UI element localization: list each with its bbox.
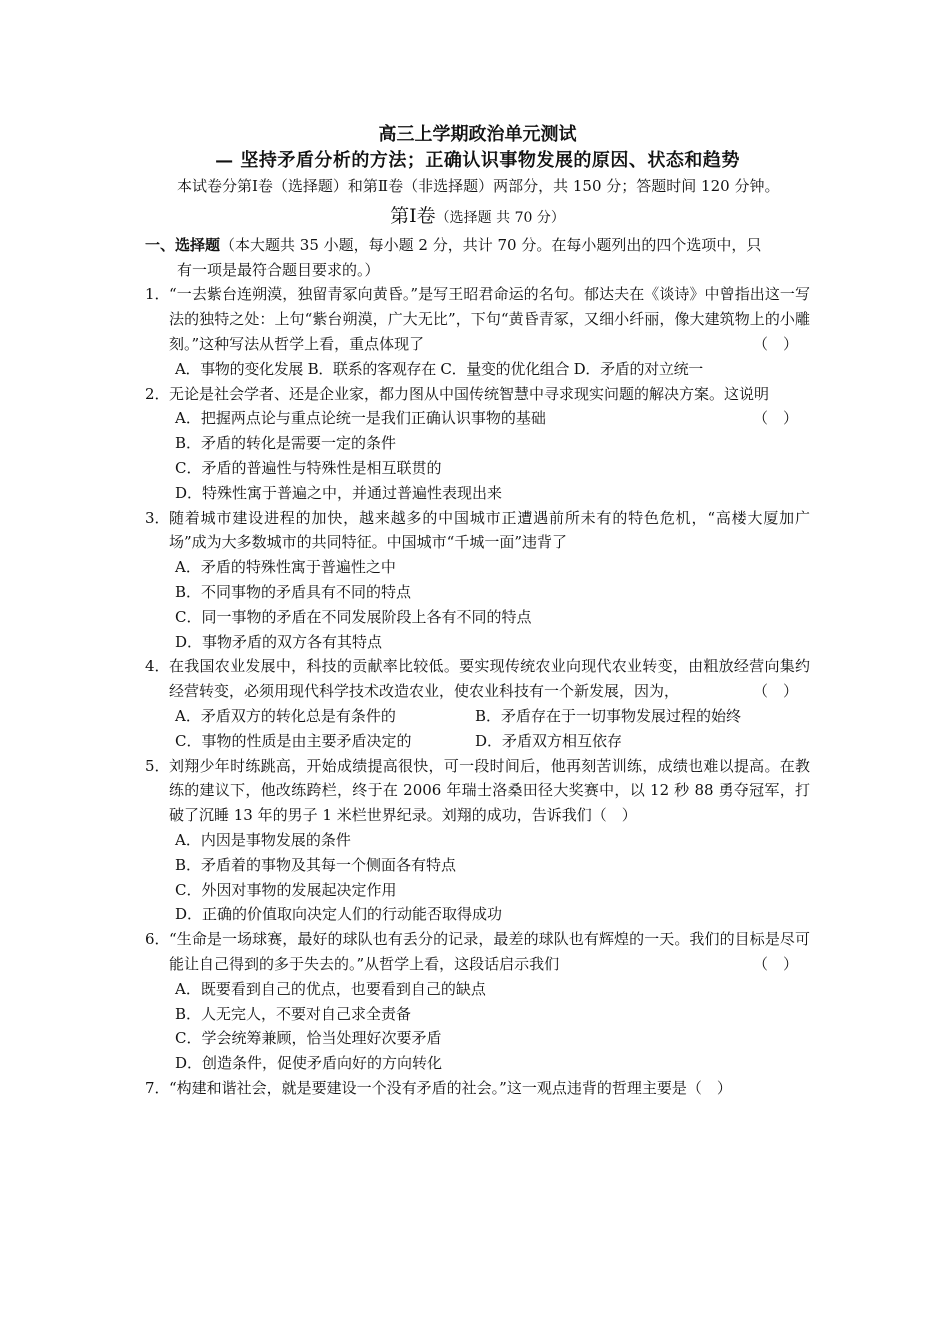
question-3 bbox=[145, 506, 810, 556]
option-d: D．矛盾双方相互依存 bbox=[475, 731, 623, 750]
page-title: 高三上学期政治单元测试 bbox=[378, 124, 577, 145]
document-page bbox=[145, 122, 810, 1101]
option-d: D．创造条件，促使矛盾向好的方向转化 bbox=[175, 1054, 443, 1073]
options-row bbox=[145, 704, 810, 729]
question-stem-text: 刘翔少年时练跳高，开始成绩提高很快，可一段时间后，他再刻苦训练，成绩也难以提高。在教练的建议下，他改练跨栏，终于在 2006 年瑞士洛桑田径大奖赛中，以 12 秒 88 勇夺冠军，打破了沉睡 13 年的男子 1 米栏世界纪录。刘翔的成功，告诉我们（ ） bbox=[169, 756, 810, 825]
question-stem-text: “生命是一场球赛，最好的球队也有丢分的记录，最差的球队也有辉煌的一天。我们的目标是尽可能让自己得到的多于失去的。”从哲学上看，这段话启示我们 bbox=[169, 930, 810, 973]
answer-bracket: （ ） bbox=[752, 334, 798, 353]
question-stem-text: 无论是社会学者、还是企业家，都力图从中国传统智慧中寻求现实问题的解决方案。这说明 bbox=[169, 384, 770, 403]
question-stem bbox=[169, 282, 810, 356]
question-number: 1． bbox=[145, 285, 170, 304]
option-c: C．矛盾的普遍性与特殊性是相互联贯的 bbox=[175, 458, 442, 477]
part-instruction bbox=[145, 233, 810, 258]
question-stem-text: 在我国农业发展中，科技的贡献率比较低。要实现传统农业向现代农业转变，由粗放经营向集约经营转变，必须用现代科学技术改造农业，使农业科技有一个新发展，因为， bbox=[169, 657, 810, 701]
option-c: C．学会统筹兼顾，恰当处理好次要矛盾 bbox=[175, 1029, 442, 1048]
section-title: 第Ⅰ卷 bbox=[390, 204, 436, 227]
question-number: 6． bbox=[145, 930, 170, 949]
option-a: A．矛盾的特殊性寓于普遍性之中 bbox=[175, 558, 396, 577]
question-stem-text: 随着城市建设进程的加快，越来越多的中国城市正遭遇前所未有的特色危机，“高楼大厦加广场”成为大多数城市的共同特征。中国城市“千城一面”违背了 bbox=[169, 508, 810, 552]
option-b: B．矛盾着的事物及其每一个侧面各有特点 bbox=[175, 855, 457, 874]
question-number: 3． bbox=[145, 508, 170, 527]
answer-bracket: （ ） bbox=[752, 682, 798, 701]
question-number: 4． bbox=[145, 657, 170, 676]
question-7 bbox=[145, 1076, 810, 1101]
option-a: A．矛盾双方的转化总是有条件的 bbox=[175, 706, 396, 725]
part-label: 一、选择题 bbox=[145, 235, 221, 254]
section-heading bbox=[145, 201, 810, 233]
option-c: C．事物的性质是由主要矛盾决定的 bbox=[175, 731, 412, 750]
option-b: B．不同事物的矛盾具有不同的特点 bbox=[175, 582, 412, 601]
question-1 bbox=[145, 282, 810, 356]
option-c: C．外因对事物的发展起决定作用 bbox=[175, 880, 397, 899]
option-a: A．既要看到自己的优点，也要看到自己的缺点 bbox=[175, 979, 486, 998]
section-note: （选择题 共 70 分） bbox=[435, 209, 565, 226]
option-b: B．矛盾的转化是需要一定的条件 bbox=[175, 434, 397, 453]
question-6 bbox=[145, 927, 810, 977]
question-number: 2． bbox=[145, 384, 170, 403]
question-stem-text: “构建和谐社会，就是要建设一个没有矛盾的社会。”这一观点违背的哲理主要是（ ） bbox=[169, 1078, 732, 1097]
answer-bracket: （ ） bbox=[752, 409, 798, 428]
question-stem bbox=[169, 927, 810, 977]
exam-intro: 本试卷分第Ⅰ卷（选择题）和第Ⅱ卷（非选择题）两部分，共 150 分；答题时间 120 分钟。 bbox=[177, 177, 780, 195]
option-d: D．特殊性寓于普遍之中，并通过普遍性表现出来 bbox=[175, 483, 503, 502]
option-b: B．人无完人，不要对自己求全责备 bbox=[175, 1004, 412, 1023]
options-row bbox=[145, 729, 810, 754]
option-d: D．正确的价值取向决定人们的行动能否取得成功 bbox=[175, 905, 503, 924]
answer-bracket: （ ） bbox=[752, 954, 798, 973]
part-instruction-text: （本大题共 35 小题，每小题 2 分，共计 70 分。在每小题列出的四个选项中，只 bbox=[220, 235, 762, 254]
option-a: A．内因是事物发展的条件 bbox=[175, 830, 351, 849]
option-d: D．事物矛盾的双方各有其特点 bbox=[175, 632, 383, 651]
option-c: C．同一事物的矛盾在不同发展阶段上各有不同的特点 bbox=[175, 607, 532, 626]
page-subtitle: — 坚持矛盾分析的方法；正确认识事物发展的原因、状态和趋势 bbox=[215, 150, 740, 171]
question-stem-text: “一去紫台连朔漠，独留青冢向黄昏。”是写王昭君命运的名句。郁达夫在《谈诗》中曾指出这一写法的独特之处：上句“紫台朔漠，广大无比”，下句“黄昏青冢，又细小纤丽，像大建筑物上的小雕刻。”这种写法从哲学上看，重点体现了 bbox=[169, 285, 810, 353]
part-instruction-continued: 有一项是最符合题目要求的。） bbox=[177, 260, 380, 279]
question-number: 7． bbox=[145, 1078, 170, 1097]
question-1-options: A．事物的变化发展 B．联系的客观存在 C．量变的优化组合 D．矛盾的对立统一 bbox=[175, 359, 703, 378]
question-5 bbox=[145, 754, 810, 828]
option-a: A．把握两点论与重点论统一是我们正确认识事物的基础 bbox=[175, 409, 546, 428]
question-stem bbox=[169, 654, 810, 704]
option-b: B．矛盾存在于一切事物发展过程的始终 bbox=[475, 706, 742, 725]
question-4 bbox=[145, 654, 810, 704]
question-number: 5． bbox=[145, 756, 170, 775]
